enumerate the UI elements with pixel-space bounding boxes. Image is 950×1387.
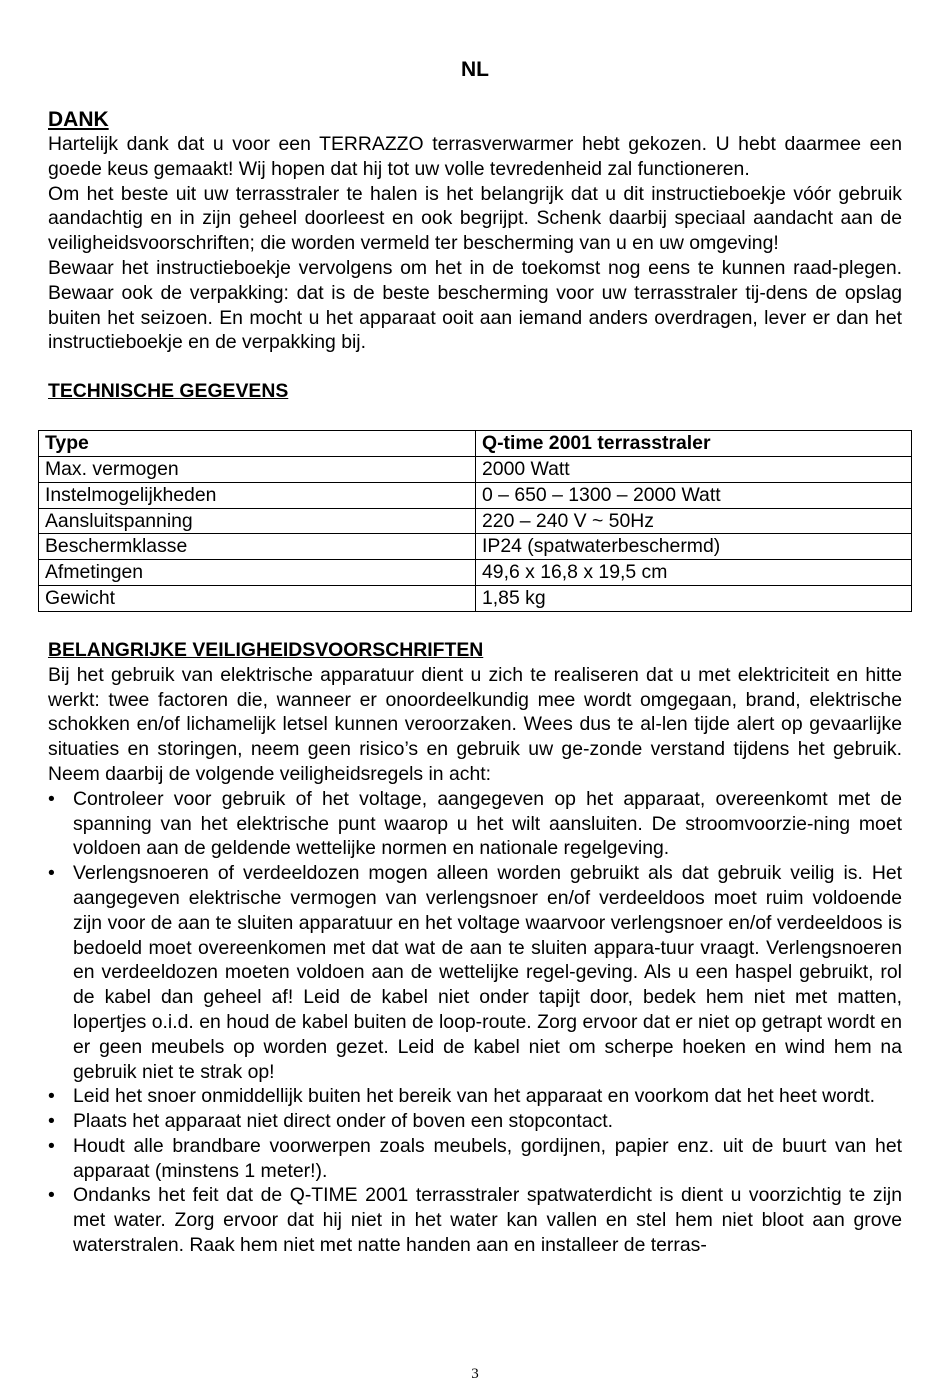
- rule-text: Ondanks het feit dat de Q-TIME 2001 terrasstraler spatwaterdicht is dient u voorzichtig te zijn met water. Zorg ervoor dat hij niet in het water kan vallen en stel hem niet bloot aan grove waterstralen. Raak hem niet met natte handen aan en installeer de terras-: [73, 1184, 902, 1257]
- rule-text: Houdt alle brandbare voorwerpen zoals meubels, gordijnen, papier enz. uit de buurt van het apparaat (minstens 1 meter!).: [73, 1134, 902, 1182]
- dank-paragraph-2: Om het beste uit uw terrasstraler te halen is het belangrijk dat u dit instructieboekje vóór gebruik aandachtig en in zijn geheel doorleest en ook begrijpt. Schenk daarbij speciaal aandacht aan de veiligheidsvoorschriften; die worden vermeld ter bescherming van u en uw omgeving!: [48, 182, 902, 255]
- safety-intro: Bij het gebruik van elektrische apparatuur dient u zich te realiseren dat u met elektriciteit en hitte werkt: twee factoren die, wanneer er onoordeelkundig mee wordt omgegaan, brand, elektrische schokken en/of lichamelijk letsel kunnen veroorzaken. Wees dus te al-len tijde alert op gevaarlijke situaties en storingen, neem geen risico’s en gebruik uw ge-zonde verstand tijdens het gebruik. Neem daarbij de volgende veiligheidsregels in acht:: [48, 663, 902, 785]
- table-row: [39, 431, 912, 457]
- spec-value: IP24 (spatwaterbeschermd): [476, 534, 912, 560]
- rule-text: Verlengsnoeren of verdeeldozen mogen alleen worden gebruikt als dat gebruik veilig is. Het aangegeven elektrische vermogen van verlengsnoer en/of verdeeldoos moet ruim voldoende zijn voor de aan te sluiten apparatuur en het voltage waarvoor verlengsnoer en/of verdeeldoos is bedoeld moet overeenkomen met dat wat de aan te sluiten appara-tuur vraagt. Verlengsnoeren en verdeeldozen moeten voldoen aan de wettelijke regel-geving. Als u een haspel gebruikt, rol de kabel dan geheel af! Leid de kabel niet onder tapijt door, bedek hem niet met matten, lopertjes o.i.d. en houd de kabel buiten de loop-route. Zorg ervoor dat er niet op getrapt wordt en er geen meubels op worden gezet. Leid de kabel niet om scherpe hoeken en wind hem na gebruik niet te strak op!: [73, 862, 902, 1083]
- dank-title: DANK: [48, 108, 109, 131]
- page-content: [45, 107, 902, 1258]
- table-row: [39, 585, 912, 611]
- spec-label: Type: [39, 431, 476, 457]
- section-safety-rules: [48, 638, 902, 1258]
- spec-value: 1,85 kg: [476, 585, 912, 611]
- spec-value: Q-time 2001 terrasstraler: [476, 431, 912, 457]
- table-row: [39, 482, 912, 508]
- list-item: [48, 787, 902, 861]
- dank-paragraph-1: Hartelijk dank dat u voor een TERRAZZO terrasverwarmer hebt gekozen. U hebt daarmee een goede keus gemaakt! Wij hopen dat hij tot uw volle tevredenheid zal functioneren.: [48, 133, 902, 180]
- section-dank: [48, 107, 902, 355]
- table-row: [39, 456, 912, 482]
- list-item: [48, 1183, 902, 1257]
- list-item: [48, 1134, 902, 1184]
- language-heading: NL: [461, 58, 489, 81]
- dank-paragraph-3: Bewaar het instructieboekje vervolgens om het in de toekomst nog eens te kunnen raad-plegen. Bewaar ook de verpakking: dat is de beste bescherming voor uw terrasstraler tij-dens de opslag buiten het seizoen. En mocht u het apparaat ooit aan iemand anders overdragen, lever er dan het instructieboekje en de verpakking bij.: [48, 256, 902, 354]
- spec-label: Instelmogelijkheden: [39, 482, 476, 508]
- list-item: [48, 1084, 902, 1109]
- table-row: [39, 534, 912, 560]
- rule-text: Leid het snoer onmiddellijk buiten het bereik van het apparaat en voorkom dat het heet wordt.: [73, 1085, 875, 1108]
- spec-value: 2000 Watt: [476, 456, 912, 482]
- bullet-icon: •: [48, 1134, 55, 1157]
- technical-data-table: [38, 430, 912, 612]
- spec-value: 220 – 240 V ~ 50Hz: [476, 508, 912, 534]
- spec-value: 0 – 650 – 1300 – 2000 Watt: [476, 482, 912, 508]
- spec-value: 49,6 x 16,8 x 19,5 cm: [476, 560, 912, 586]
- list-item: [48, 861, 902, 1084]
- table-row: [39, 508, 912, 534]
- safety-rule-list: [48, 787, 902, 1258]
- list-item: [48, 1109, 902, 1134]
- bullet-icon: •: [48, 1110, 55, 1133]
- bullet-icon: •: [48, 1085, 55, 1108]
- bullet-icon: •: [48, 862, 55, 885]
- spec-label: Gewicht: [39, 585, 476, 611]
- spec-label: Max. vermogen: [39, 456, 476, 482]
- technical-data-title: TECHNISCHE GEGEVENS: [48, 380, 289, 403]
- section-technical-data: [45, 379, 902, 612]
- spec-label: Beschermklasse: [39, 534, 476, 560]
- page-number: 3: [471, 1366, 479, 1382]
- bullet-icon: •: [48, 1184, 55, 1207]
- spec-label: Aansluitspanning: [39, 508, 476, 534]
- rule-text: Controleer voor gebruik of het voltage, aangegeven op het apparaat, overeenkomt met de spanning van het elektrische punt waarop u het wilt aansluiten. De stroomvoorzie-ning moet voldoen aan de geldende wettelijke normen en nationale regelgeving.: [73, 787, 902, 860]
- safety-title: BELANGRIJKE VEILIGHEIDSVOORSCHRIFTEN: [48, 638, 484, 661]
- rule-text: Plaats het apparaat niet direct onder of boven een stopcontact.: [73, 1110, 614, 1133]
- table-row: [39, 560, 912, 586]
- bullet-icon: •: [48, 787, 55, 810]
- spec-label: Afmetingen: [39, 560, 476, 586]
